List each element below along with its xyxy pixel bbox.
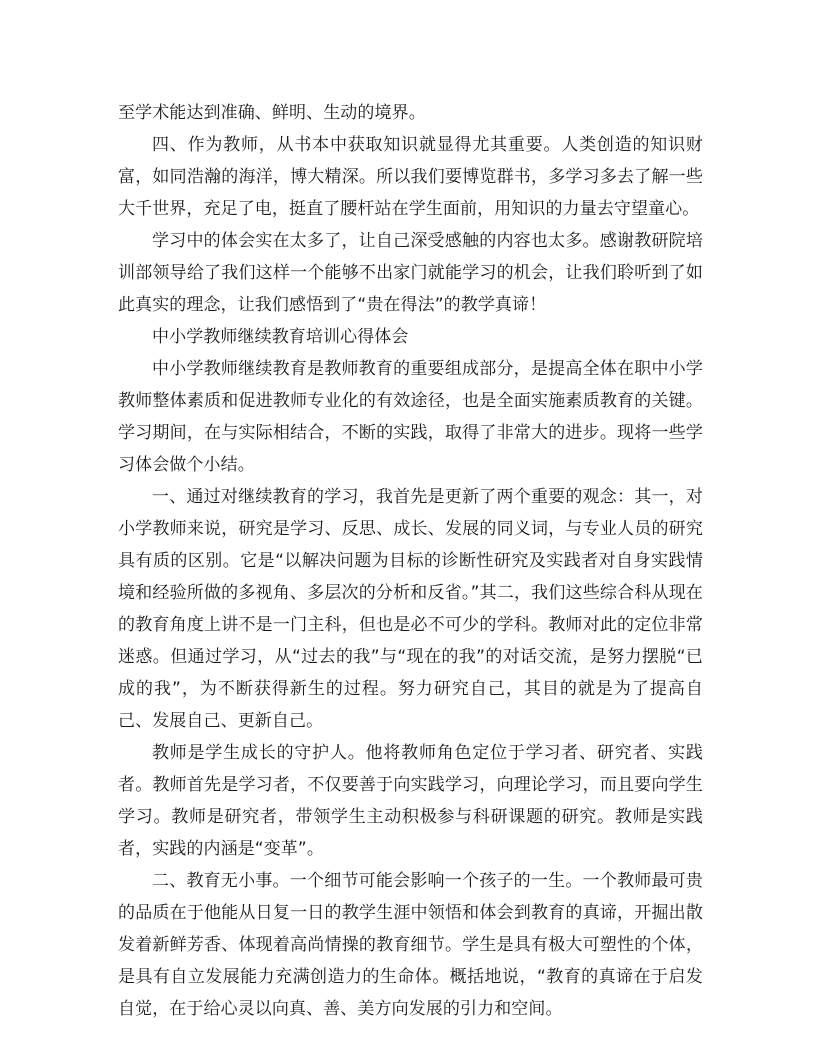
- paragraph-intro: 中小学教师继续教育是教师教育的重要组成部分，是提高全体在职中小学教师整体素质和促进教师专业化的有效途径，也是全面实施素质教育的关键。学习期间，在与实际相结合，不断的实践，取得了非常大的进步。现将一些学习体会做个小结。: [118, 359, 703, 475]
- paragraph-teacher-role: 教师是学生成长的守护人。他将教师角色定位于学习者、研究者、实践者。教师首先是学习者，不仅要善于向实践学习，向理论学习，而且要向学生学习。教师是研究者，带领学生主动积极参与科研课题的研究。教师是实践者，实践的内涵是“变革”。: [118, 743, 703, 859]
- paragraph-gratitude: 学习中的体会实在太多了，让自己深受感触的内容也太多。感谢教研院培训部领导给了我们这样一个能够不出家门就能学习的机会，让我们聆听到了如此真实的理念，让我们感悟到了“贵在得法”的教学真谛！: [118, 231, 703, 315]
- paragraph-point-one: 一、通过对继续教育的学习，我首先是更新了两个重要的观念：其一，对小学教师来说，研究是学习、反思、成长、发展的同义词，与专业人员的研究具有质的区别。它是“以解决问题为目标的诊断性研究及实践者对自身实践情境和经验所做的多视角、多层次的分析和反省。”其二，我们这些综合科从现在的教育角度上讲不是一门主科，但也是必不可少的学科。教师对此的定位非常迷惑。但通过学习，从“过去的我”与“现在的我”的对话交流，是努力摆脱“已成的我”，为不断获得新生的过程。努力研究自己，其目的就是为了提高自己、发展自己、更新自己。: [118, 487, 703, 731]
- document-body: [118, 97, 703, 1025]
- paragraph-point-two: 二、教育无小事。一个细节可能会影响一个孩子的一生。一个教师最可贵的品质在于他能从日复一日的教学生涯中领悟和体会到教育的真谛，开掘出散发着新鲜芳香、体现着高尚情操的教育细节。学生是具有极大可塑性的个体，是具有自立发展能力充满创造力的生命体。概括地说，“教育的真谛在于启发自觉，在于给心灵以向真、善、美方向发展的引力和空间。: [118, 871, 703, 1019]
- paragraph-point-four: 四、作为教师，从书本中获取知识就显得尤其重要。人类创造的知识财富，如同浩瀚的海洋，博大精深。所以我们要博览群书，多学习多去了解一些大千世界，充足了电，挺直了腰杆站在学生面前，用知识的力量去守望童心。: [118, 135, 703, 219]
- section-heading: 中小学教师继续教育培训心得体会: [152, 327, 409, 347]
- paragraph-continuation: 至学术能达到准确、鲜明、生动的境界。: [118, 103, 426, 123]
